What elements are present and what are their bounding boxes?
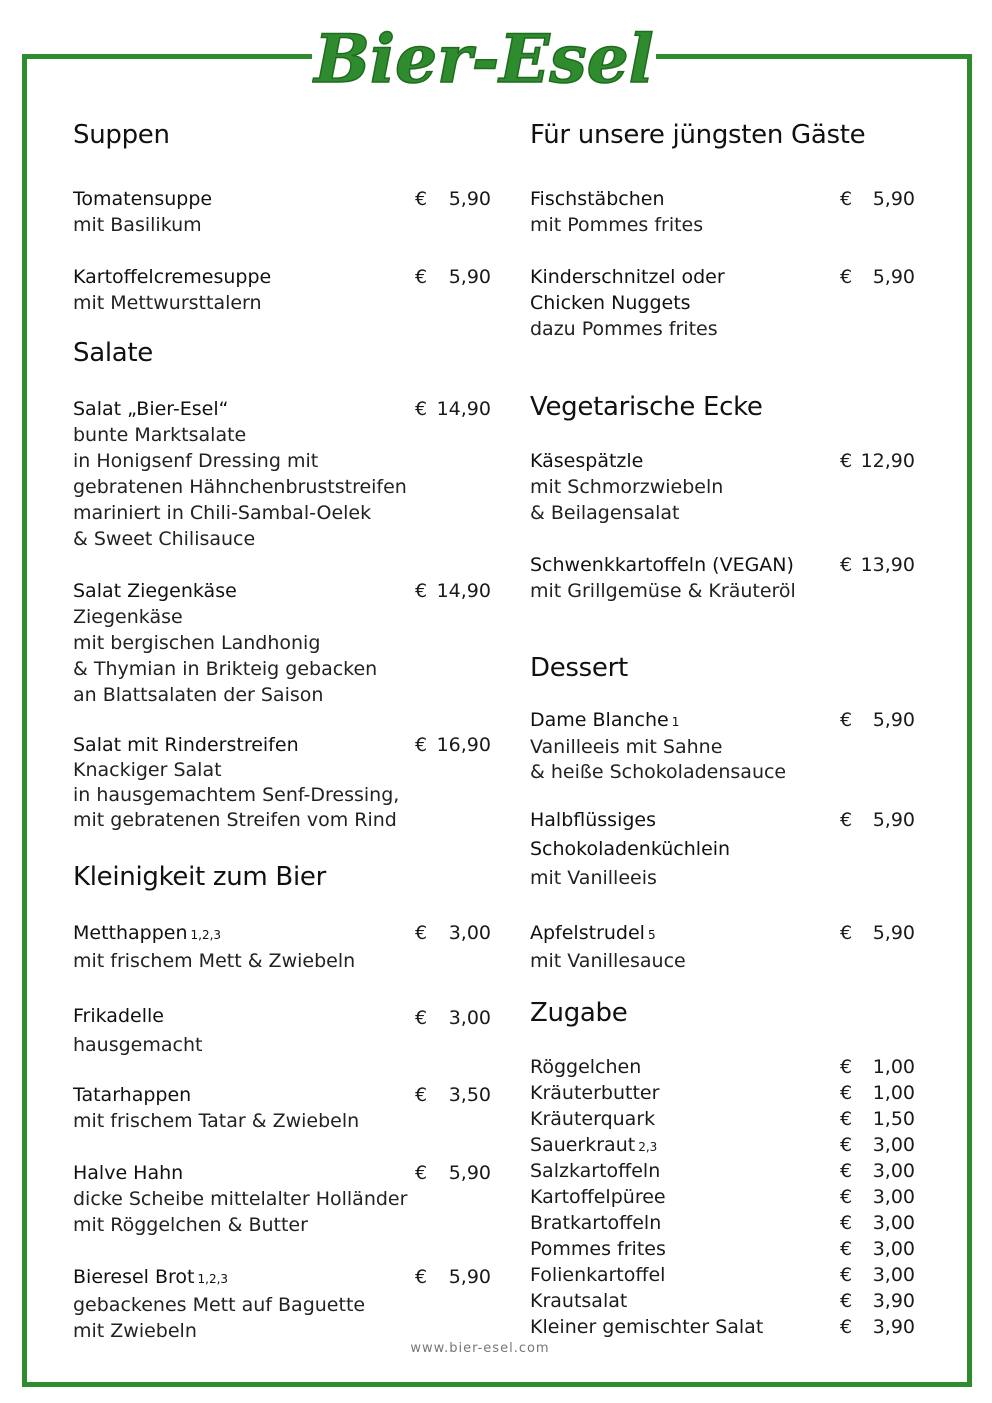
price: 14,90 — [436, 580, 491, 602]
item-desc: bunte Marktsalate — [73, 424, 247, 446]
side-item-salzkartoffeln — [530, 1160, 930, 1186]
side-item-folienkartoffel — [530, 1264, 930, 1290]
price: 1,00 — [872, 1056, 915, 1078]
currency: € — [415, 922, 428, 944]
price: 5,90 — [448, 1266, 491, 1288]
menu-item-tatarhappen — [73, 1082, 503, 1134]
currency: € — [840, 1238, 853, 1260]
item-name: Bratkartoffeln — [530, 1212, 662, 1234]
price: 13,90 — [860, 554, 915, 576]
item-desc: dazu Pommes frites — [530, 318, 718, 340]
currency: € — [415, 734, 428, 756]
currency: € — [415, 188, 428, 210]
menu-item-bieresel-brot — [73, 1264, 503, 1344]
item-name: Salat „Bier-Esel“ — [73, 398, 229, 420]
menu-item-kinderschnitzel — [530, 264, 960, 342]
menu-item-fischstaebchen — [530, 186, 960, 238]
price: 3,00 — [872, 1212, 915, 1234]
item-desc: & Beilagensalat — [530, 502, 680, 524]
section-title-vegetarisch: Vegetarische Ecke — [530, 392, 763, 422]
side-item-pommes-frites — [530, 1238, 930, 1264]
price: 5,90 — [448, 1162, 491, 1184]
item-name-line2: Schokoladenküchlein — [530, 838, 731, 860]
item-name: Salzkartoffeln — [530, 1160, 661, 1182]
menu-item-schokoladenkuechlein — [530, 806, 960, 893]
item-name: Käsespätzle — [530, 450, 644, 472]
brand-logo — [312, 8, 656, 104]
side-item-kraeuterbutter — [530, 1082, 930, 1108]
currency: € — [415, 1007, 428, 1029]
item-desc: mit Zwiebeln — [73, 1320, 197, 1342]
price: 3,50 — [448, 1084, 491, 1106]
item-desc: mit Grillgemüse & Kräuteröl — [530, 580, 796, 602]
item-desc: mit Vanillesauce — [530, 950, 686, 972]
item-desc: Vanilleeis mit Sahne — [530, 736, 723, 758]
currency: € — [415, 580, 428, 602]
item-desc: mariniert in Chili-Sambal-Oelek — [73, 502, 372, 524]
menu-item-schwenkkartoffeln — [530, 552, 960, 604]
menu-item-salat-rinderstreifen — [73, 733, 503, 833]
currency: € — [415, 1266, 428, 1288]
item-name: Röggelchen — [530, 1056, 642, 1078]
item-name: Salat mit Rinderstreifen — [73, 734, 299, 756]
item-desc: & Sweet Chilisauce — [73, 528, 256, 550]
item-name: Salat Ziegenkäse — [73, 580, 237, 602]
menu-item-halve-hahn — [73, 1160, 503, 1238]
item-desc: in hausgemachtem Senf-Dressing, — [73, 784, 400, 806]
allergen-note: 1,2,3 — [197, 1272, 229, 1286]
price: 1,50 — [872, 1108, 915, 1130]
price: 3,00 — [448, 1007, 491, 1029]
menu-item-tomatensuppe — [73, 186, 503, 238]
item-name: Halbflüssiges — [530, 809, 657, 831]
menu-item-kaesespaetzle — [530, 448, 960, 526]
item-name: Metthappen 1,2,3 — [73, 922, 222, 944]
bier-esel-logo — [312, 8, 656, 104]
item-desc: mit Pommes frites — [530, 214, 704, 236]
currency: € — [840, 1056, 853, 1078]
item-desc: mit Schmorzwiebeln — [530, 476, 724, 498]
item-name: Kräuterbutter — [530, 1082, 660, 1104]
item-name: Bieresel Brot 1,2,3 — [73, 1266, 229, 1288]
item-desc: an Blattsalaten der Saison — [73, 684, 324, 706]
allergen-note: 5 — [647, 928, 656, 942]
side-item-kartoffelpueree — [530, 1186, 930, 1212]
side-item-roeggelchen — [530, 1056, 930, 1082]
price: 5,90 — [872, 922, 915, 944]
currency: € — [840, 1108, 853, 1130]
price: 5,90 — [872, 809, 915, 831]
item-desc: Ziegenkäse — [73, 606, 183, 628]
item-name: Frikadelle — [73, 1005, 164, 1027]
side-item-krautsalat — [530, 1290, 930, 1316]
currency: € — [840, 1316, 853, 1338]
item-desc: in Honigsenf Dressing mit — [73, 450, 319, 472]
side-item-kraeuterquark — [530, 1108, 930, 1134]
item-name: Schwenkkartoffeln (VEGAN) — [530, 554, 794, 576]
currency: € — [840, 266, 853, 288]
item-desc: & Thymian in Brikteig gebacken — [73, 658, 378, 680]
item-desc: mit Vanilleeis — [530, 867, 657, 889]
price: 3,90 — [872, 1290, 915, 1312]
currency: € — [840, 1186, 853, 1208]
item-desc: mit bergischen Landhonig — [73, 632, 321, 654]
item-name: Tatarhappen — [73, 1084, 192, 1106]
allergen-note: 1,2,3 — [190, 928, 222, 942]
price: 5,90 — [872, 709, 915, 731]
item-desc: mit Basilikum — [73, 214, 202, 236]
menu-item-kartoffelcremesuppe — [73, 264, 503, 316]
price: 16,90 — [436, 734, 491, 756]
item-desc: dicke Scheibe mittelalter Holländer — [73, 1188, 408, 1210]
item-name: Halve Hahn — [73, 1162, 184, 1184]
menu-item-metthappen — [73, 920, 503, 974]
item-name: Pommes frites — [530, 1238, 666, 1260]
currency: € — [840, 1264, 853, 1286]
price: 3,00 — [872, 1264, 915, 1286]
allergen-note: 2,3 — [638, 1140, 658, 1154]
item-name-line2: Chicken Nuggets — [530, 292, 691, 314]
currency: € — [840, 922, 853, 944]
item-name: Kartoffelpüree — [530, 1186, 666, 1208]
item-desc: hausgemacht — [73, 1034, 203, 1056]
price: 3,00 — [872, 1160, 915, 1182]
menu-item-salat-bier-esel — [73, 396, 503, 552]
logo-text: Bier-Esel — [314, 20, 654, 98]
currency: € — [840, 1290, 853, 1312]
side-item-bratkartoffeln — [530, 1212, 930, 1238]
price: 5,90 — [448, 266, 491, 288]
item-name: Folienkartoffel — [530, 1264, 666, 1286]
price: 3,00 — [448, 922, 491, 944]
menu-item-salat-ziegenkaese — [73, 578, 503, 708]
price: 5,90 — [872, 266, 915, 288]
currency: € — [840, 554, 853, 576]
item-desc: Knackiger Salat — [73, 759, 222, 781]
menu-item-apfelstrudel — [530, 920, 960, 974]
side-item-kleiner-salat — [530, 1316, 930, 1342]
menu-item-frikadelle — [73, 1002, 503, 1060]
currency: € — [840, 1134, 853, 1156]
currency: € — [415, 1084, 428, 1106]
item-name: Krautsalat — [530, 1290, 628, 1312]
side-item-sauerkraut — [530, 1134, 930, 1160]
section-title-salate: Salate — [73, 338, 153, 368]
section-title-dessert: Dessert — [530, 653, 628, 683]
price: 12,90 — [860, 450, 915, 472]
currency: € — [840, 450, 853, 472]
item-desc: mit frischem Tatar & Zwiebeln — [73, 1110, 360, 1132]
website-link[interactable]: www.bier-esel.com — [410, 1341, 550, 1356]
currency: € — [840, 809, 853, 831]
allergen-note: 1 — [671, 715, 680, 729]
price: 5,90 — [448, 188, 491, 210]
item-name: Kartoffelcremesuppe — [73, 266, 272, 288]
section-title-suppen: Suppen — [73, 120, 170, 150]
item-desc: mit frischem Mett & Zwiebeln — [73, 950, 356, 972]
section-title-zugabe: Zugabe — [530, 998, 628, 1028]
currency: € — [840, 1212, 853, 1234]
currency: € — [415, 1162, 428, 1184]
item-desc: mit Röggelchen & Butter — [73, 1214, 308, 1236]
section-title-kleinigkeit: Kleinigkeit zum Bier — [73, 862, 326, 892]
price: 5,90 — [872, 188, 915, 210]
vegan-tag: (VEGAN) — [712, 554, 794, 576]
item-name: Kräuterquark — [530, 1108, 656, 1130]
item-name: Kleiner gemischter Salat — [530, 1316, 764, 1338]
item-desc: gebackenes Mett auf Baguette — [73, 1294, 366, 1316]
section-title-kinder: Für unsere jüngsten Gäste — [530, 120, 866, 150]
item-name: Apfelstrudel 5 — [530, 922, 656, 944]
price: 3,00 — [872, 1134, 915, 1156]
price: 3,00 — [872, 1186, 915, 1208]
item-name: Tomatensuppe — [73, 188, 213, 210]
item-name: Dame Blanche 1 — [530, 709, 680, 731]
item-name: Kinderschnitzel oder — [530, 266, 725, 288]
currency: € — [415, 266, 428, 288]
item-desc: mit Mettwursttalern — [73, 292, 262, 314]
currency: € — [840, 709, 853, 731]
price: 3,90 — [872, 1316, 915, 1338]
item-desc: gebratenen Hähnchenbruststreifen — [73, 476, 407, 498]
currency: € — [840, 1160, 853, 1182]
currency: € — [840, 1082, 853, 1104]
item-desc: & heiße Schokoladensauce — [530, 761, 787, 783]
price: 3,00 — [872, 1238, 915, 1260]
item-name: Fischstäbchen — [530, 188, 665, 210]
item-desc: mit gebratenen Streifen vom Rind — [73, 809, 397, 831]
price: 14,90 — [436, 398, 491, 420]
menu-item-dame-blanche — [530, 708, 960, 785]
currency: € — [840, 188, 853, 210]
price: 1,00 — [872, 1082, 915, 1104]
item-name: Sauerkraut 2,3 — [530, 1134, 658, 1156]
currency: € — [415, 398, 428, 420]
